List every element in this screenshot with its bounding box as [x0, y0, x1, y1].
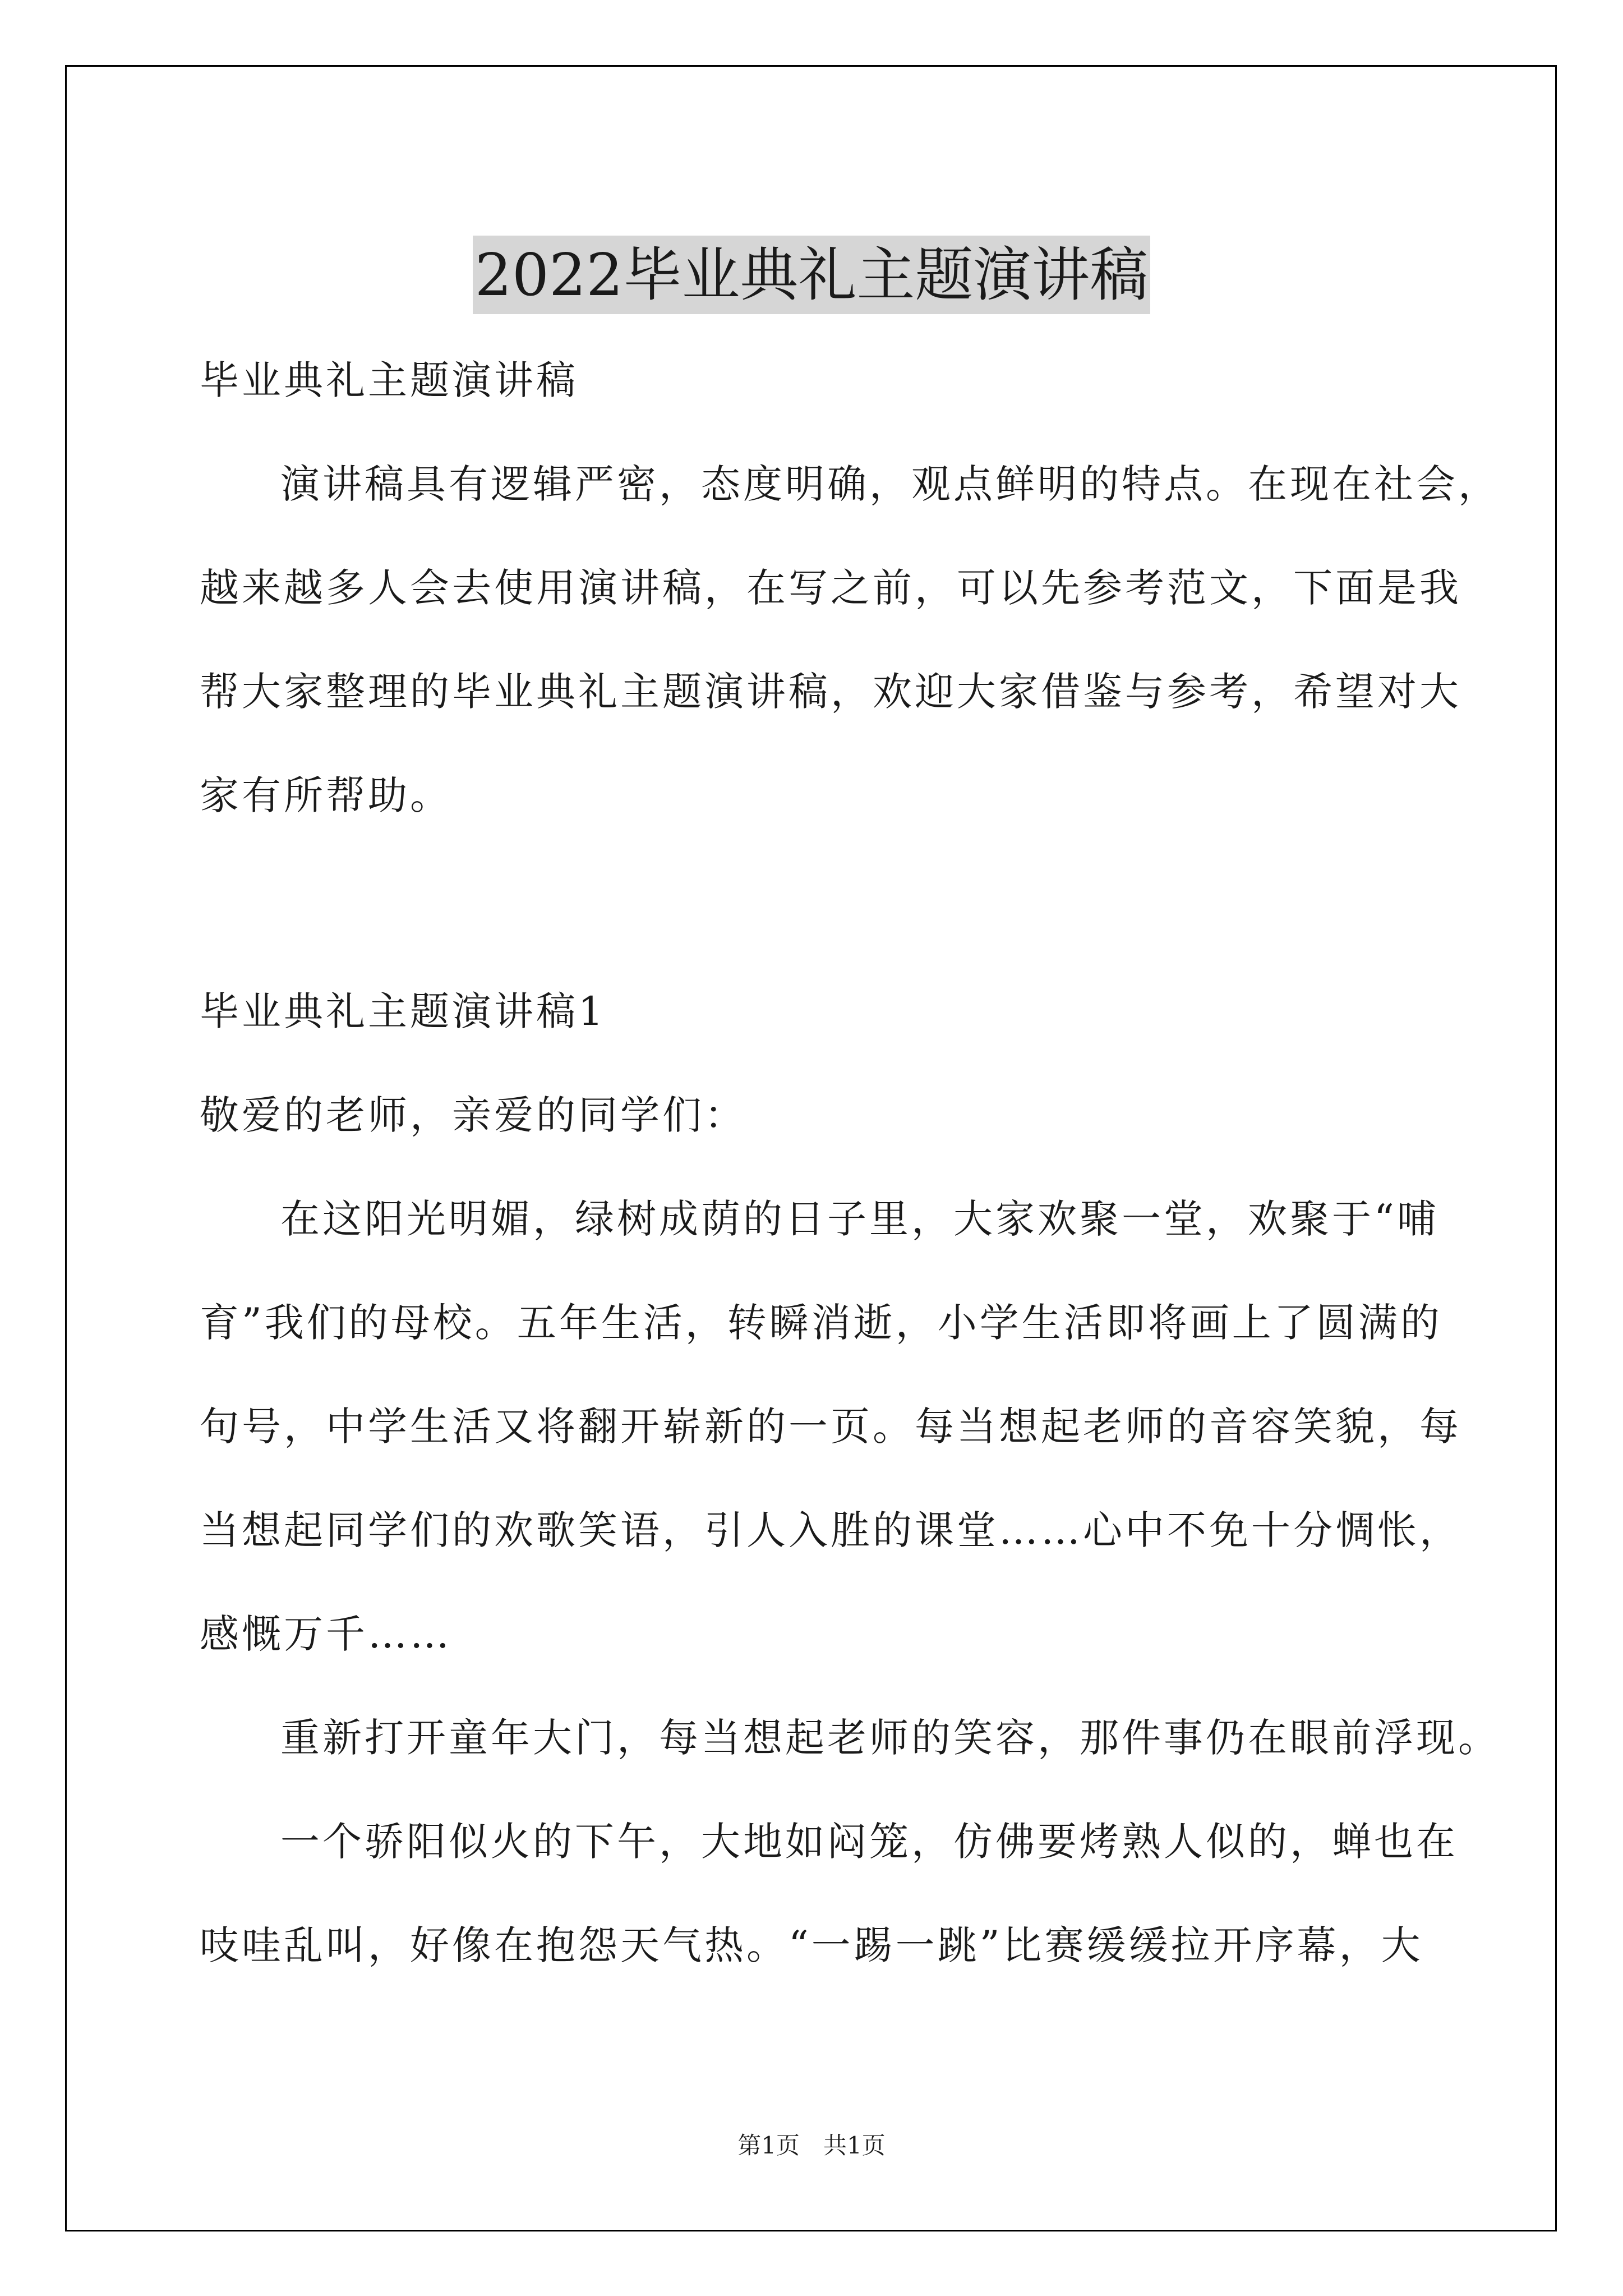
paragraph-line: 一个骄阳似火的下午，大地如闷笼，仿佛要烤熟人似的，蝉也在: [280, 1819, 1458, 1865]
salutation-line: 敬爱的老师，亲爱的同学们：: [200, 1092, 746, 1138]
paragraph-line: 越来越多人会去使用演讲稿，在写之前，可以先参考范文，下面是我: [200, 565, 1461, 611]
paragraph-line: 演讲稿具有逻辑严密，态度明确，观点鲜明的特点。在现在社会，: [280, 461, 1500, 507]
paragraph-line: 吱哇乱叫，好像在抱怨天气热。“一踢一跳”比赛缓缓拉开序幕，大: [200, 1922, 1423, 1968]
paragraph-line: 育”我们的母校。五年生活，转瞬消逝，小学生活即将画上了圆满的: [200, 1300, 1442, 1346]
title-container: [0, 196, 1623, 353]
paragraph-line: 当想起同学们的欢歌笑语，引人入胜的课堂……心中不免十分惆怅，: [200, 1507, 1461, 1553]
paragraph-line: 重新打开童年大门，每当想起老师的笑容，那件事仍在眼前浮现。: [280, 1715, 1500, 1761]
subtitle-line: 毕业典礼主题演讲稿: [200, 357, 578, 403]
page-footer: 第1页 共1页: [737, 2132, 886, 2159]
paragraph-line: 感慨万千……: [200, 1611, 452, 1657]
paragraph-line: 帮大家整理的毕业典礼主题演讲稿，欢迎大家借鉴与参考，希望对大: [200, 669, 1461, 715]
paragraph-line: 句号，中学生活又将翻开崭新的一页。每当想起老师的音容笑貌，每: [200, 1404, 1461, 1450]
paragraph-line: 家有所帮助。: [200, 772, 452, 818]
paragraph-line: 在这阳光明媚，绿树成荫的日子里，大家欢聚一堂，欢聚于“哺: [280, 1196, 1439, 1242]
document-title: 2022毕业典礼主题演讲稿: [473, 236, 1151, 314]
section-heading: 毕业典礼主题演讲稿1: [200, 988, 606, 1034]
